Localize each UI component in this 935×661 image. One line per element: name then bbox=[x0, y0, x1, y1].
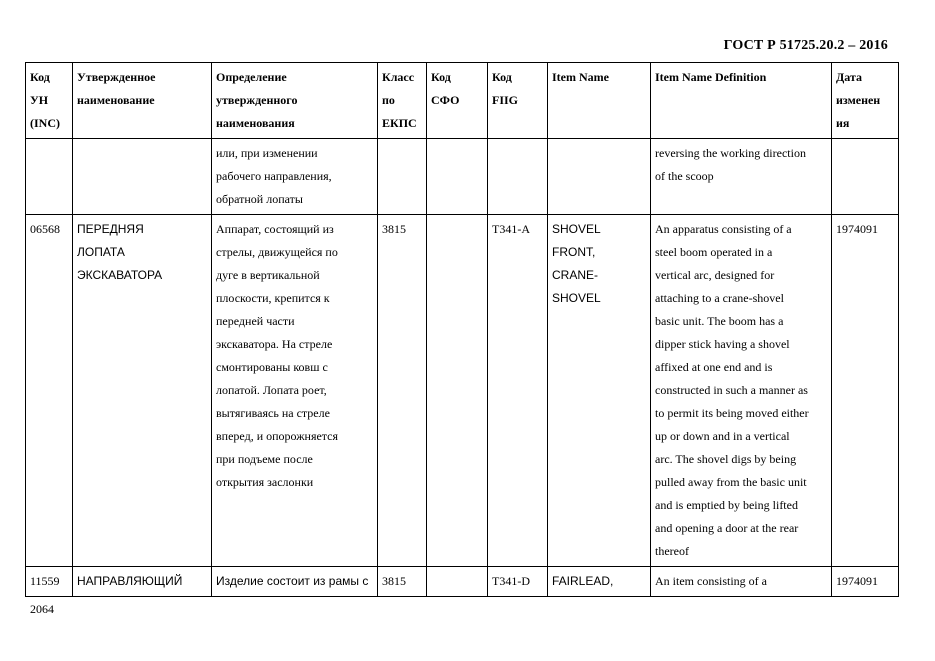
cell-item-definition: An item consisting of a bbox=[651, 567, 832, 597]
column-header-change-date: Дата изменен ия bbox=[832, 63, 899, 139]
column-header-item-definition: Item Name Definition bbox=[651, 63, 832, 139]
cell-sfo bbox=[427, 139, 488, 215]
column-header-approved-name: Утвержденное наименование bbox=[73, 63, 212, 139]
column-header-item-name: Item Name bbox=[548, 63, 651, 139]
cell-change-date: 1974091 bbox=[832, 567, 899, 597]
cell-item-name: SHOVEL FRONT, CRANE- SHOVEL bbox=[548, 215, 651, 567]
cell-fiig: T341-D bbox=[488, 567, 548, 597]
page-number: 2064 bbox=[30, 602, 54, 616]
table-row bbox=[26, 567, 899, 597]
column-header-class: Класс по ЕКПС bbox=[378, 63, 427, 139]
column-header-fiig: Код FIIG bbox=[488, 63, 548, 139]
table-row bbox=[26, 215, 899, 567]
cell-definition: или, при изменении рабочего направления, обратной лопаты bbox=[212, 139, 378, 215]
cell-inc: 11559 bbox=[26, 567, 73, 597]
cell-change-date: 1974091 bbox=[832, 215, 899, 567]
cell-class: 3815 bbox=[378, 567, 427, 597]
cell-definition: Изделие состоит из рамы с bbox=[212, 567, 378, 597]
cell-item-name bbox=[548, 139, 651, 215]
cell-inc bbox=[26, 139, 73, 215]
cell-approved-name: НАПРАВЛЯЮЩИЙ bbox=[73, 567, 212, 597]
column-header-inc: Код УН (INC) bbox=[26, 63, 73, 139]
table-row bbox=[26, 139, 899, 215]
table-header-row bbox=[26, 63, 899, 139]
cell-item-definition: reversing the working direction of the scoop bbox=[651, 139, 832, 215]
cell-definition: Аппарат, состоящий из стрелы, движущейся по дуге в вертикальной плоскости, крепится к передней части экскаватора. На стреле смонтированы ковш с лопатой. Лопата роет, вытягиваясь на стреле вперед, и опорожняется при подъеме после открытия заслонки bbox=[212, 215, 378, 567]
cell-class bbox=[378, 139, 427, 215]
item-names-table bbox=[25, 62, 899, 597]
column-header-definition: Определение утвержденного наименования bbox=[212, 63, 378, 139]
cell-class: 3815 bbox=[378, 215, 427, 567]
document-header: ГОСТ Р 51725.20.2 – 2016 bbox=[723, 38, 888, 53]
column-header-sfo: Код СФО bbox=[427, 63, 488, 139]
cell-inc: 06568 bbox=[26, 215, 73, 567]
cell-item-definition: An apparatus consisting of a steel boom operated in a vertical arc, designed for attaching to a crane-shovel basic unit. The boom has a dipper stick having a shovel affixed at one end and is constructed in such a manner as to permit its being moved either up or down and in a vertical arc. The shovel digs by being pulled away from the basic unit and is emptied by being lifted and opening a door at the rear thereof bbox=[651, 215, 832, 567]
cell-approved-name: ПЕРЕДНЯЯ ЛОПАТА ЭКСКАВАТОРА bbox=[73, 215, 212, 567]
cell-sfo bbox=[427, 215, 488, 567]
cell-item-name: FAIRLEAD, bbox=[548, 567, 651, 597]
cell-fiig: T341-A bbox=[488, 215, 548, 567]
cell-fiig bbox=[488, 139, 548, 215]
cell-approved-name bbox=[73, 139, 212, 215]
cell-sfo bbox=[427, 567, 488, 597]
cell-change-date bbox=[832, 139, 899, 215]
